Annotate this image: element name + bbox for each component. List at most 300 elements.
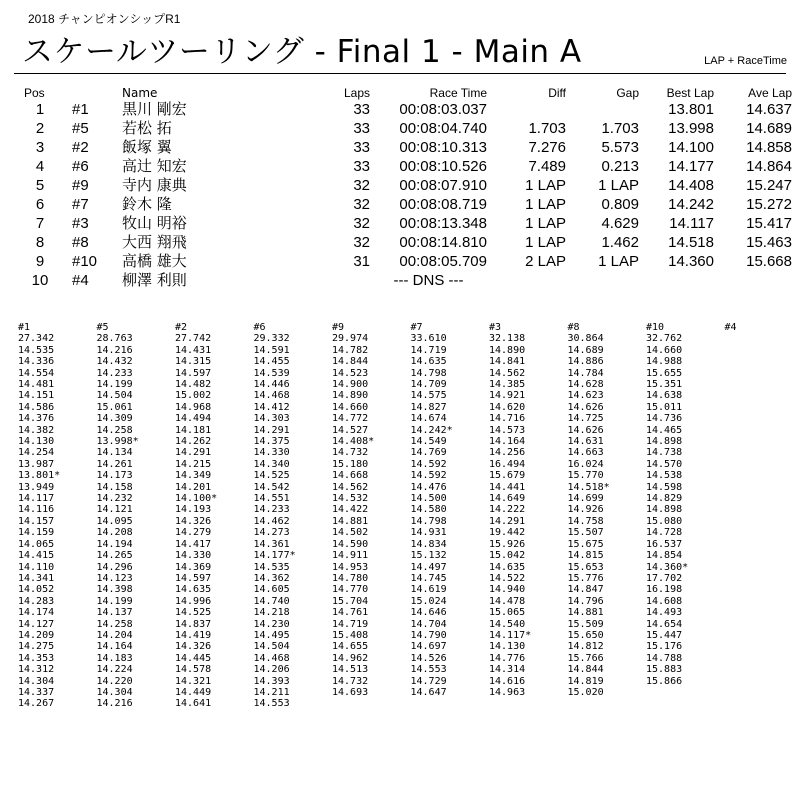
column-header-ave-lap: Ave Lap — [748, 86, 792, 100]
lap-time: 14.745 — [410, 572, 447, 584]
lap-time: 27.742 — [175, 333, 212, 345]
lap-time: 16.537 — [646, 538, 683, 550]
lap-time: 14.256 — [489, 447, 526, 459]
lap-column — [254, 322, 333, 710]
lap-time: 14.540 — [489, 618, 526, 630]
lap-time: 14.216 — [96, 344, 133, 356]
result-best-lap — [639, 271, 714, 290]
lap-time: 14.580 — [410, 504, 447, 516]
lap-time: 14.222 — [489, 504, 526, 516]
lap-time: 14.562 — [489, 367, 526, 379]
lap-time: 14.336 — [18, 356, 55, 368]
lap-time: 14.538 — [646, 470, 683, 482]
lap-time: 14.963 — [489, 686, 526, 698]
lap-time: 14.164 — [489, 436, 526, 448]
lap-time: 14.527 — [332, 424, 369, 436]
lap-time: 14.134 — [96, 447, 133, 459]
lap-time: 14.137 — [96, 607, 133, 619]
lap-time: 13.949 — [18, 481, 55, 493]
lap-time: 14.504 — [96, 390, 133, 402]
lap-time: 15.447 — [646, 629, 683, 641]
lap-time: 14.164 — [96, 641, 133, 653]
lap-time: 14.815 — [567, 550, 604, 562]
result-ave-lap — [714, 271, 792, 290]
lap-time: 14.523 — [332, 367, 369, 379]
result-laps: 33 — [353, 158, 370, 175]
result-ave-lap: 15.247 — [746, 177, 792, 194]
lap-time: 14.291 — [489, 515, 526, 527]
lap-time: 14.620 — [489, 401, 526, 413]
lap-time: 14.208 — [96, 527, 133, 539]
lap-time: 14.554 — [18, 367, 55, 379]
result-diff: 1 LAP — [525, 215, 566, 232]
lap-time: 14.291 — [175, 447, 212, 459]
lap-time: 14.660 — [332, 401, 369, 413]
lap-time: 14.216 — [96, 698, 133, 710]
result-position: 3 — [35, 139, 45, 156]
lap-time: 14.732 — [332, 675, 369, 687]
lap-time: 15.507 — [567, 527, 604, 539]
lap-time: 14.898 — [646, 504, 683, 516]
lap-time: 14.881 — [332, 515, 369, 527]
lap-time: 14.242* — [410, 424, 453, 436]
result-laps: 32 — [353, 196, 370, 213]
lap-time: 14.393 — [253, 675, 290, 687]
lap-time: 14.224 — [96, 664, 133, 676]
lap-time: 14.598 — [646, 481, 683, 493]
lap-time: 14.159 — [18, 527, 55, 539]
lap-time: 14.844 — [332, 356, 369, 368]
lap-time: 14.772 — [332, 413, 369, 425]
lap-time: 14.497 — [410, 561, 447, 573]
lap-time: 16.494 — [489, 458, 526, 470]
lap-time: 14.597 — [175, 572, 212, 584]
column-header-number — [66, 84, 122, 100]
result-gap: 1 LAP — [598, 177, 639, 194]
lap-time: 14.116 — [18, 504, 55, 516]
lap-time: 14.230 — [253, 618, 290, 630]
lap-time: 14.532 — [332, 493, 369, 505]
lap-time: 14.337 — [18, 686, 55, 698]
result-ave-lap: 15.463 — [746, 234, 792, 251]
lap-time: 15.675 — [567, 538, 604, 550]
lap-time: 14.314 — [489, 664, 526, 676]
page-title: スケールツーリング - Final 1 - Main A — [22, 34, 582, 70]
lap-time: 14.353 — [18, 652, 55, 664]
lap-time: 14.321 — [175, 675, 212, 687]
result-position: 6 — [35, 196, 45, 213]
result-race-time: --- DNS --- — [393, 272, 464, 289]
lap-time: 14.525 — [253, 470, 290, 482]
result-position: 8 — [35, 234, 45, 251]
result-car-number: #3 — [72, 215, 89, 232]
lap-time: 14.157 — [18, 515, 55, 527]
lap-time: 14.478 — [489, 595, 526, 607]
lap-time: 14.570 — [646, 458, 683, 470]
result-diff: 1 LAP — [525, 177, 566, 194]
result-race-time: 00:08:10.313 — [399, 139, 487, 156]
lap-time: 14.412 — [253, 401, 290, 413]
lap-time: 14.385 — [489, 379, 526, 391]
lap-time: 14.518* — [567, 481, 610, 493]
lap-time: 14.562 — [332, 481, 369, 493]
column-header-best-lap: Best Lap — [666, 86, 714, 100]
lap-time: 14.886 — [567, 356, 604, 368]
result-car-number: #5 — [72, 120, 89, 137]
lap-time: 14.465 — [646, 424, 683, 436]
lap-column — [175, 322, 254, 710]
lap-time: 14.361 — [253, 538, 290, 550]
lap-time: 14.194 — [96, 538, 133, 550]
lap-time: 14.586 — [18, 401, 55, 413]
result-gap: 4.629 — [601, 215, 639, 232]
lap-time: 14.819 — [567, 675, 604, 687]
lap-time: 14.798 — [410, 515, 447, 527]
lap-time: 14.697 — [410, 641, 447, 653]
lap-time: 15.650 — [567, 629, 604, 641]
lap-time: 14.468 — [253, 390, 290, 402]
results-header-row — [14, 84, 792, 100]
result-gap — [566, 271, 639, 290]
lap-time: 14.181 — [175, 424, 212, 436]
result-laps: 32 — [353, 177, 370, 194]
lap-time: 14.962 — [332, 652, 369, 664]
lap-time: 14.996 — [175, 595, 212, 607]
result-diff: 7.276 — [528, 139, 566, 156]
lap-column-car-number: #10 — [646, 322, 665, 333]
lap-time: 14.837 — [175, 618, 212, 630]
lap-time: 14.776 — [489, 652, 526, 664]
lap-time: 14.481 — [18, 379, 55, 391]
result-diff — [487, 271, 566, 290]
lap-column-car-number: #9 — [332, 322, 345, 333]
result-best-lap: 14.360 — [668, 253, 714, 270]
lap-time: 14.204 — [96, 629, 133, 641]
lap-time: 15.766 — [567, 652, 604, 664]
result-row — [14, 271, 792, 290]
lap-time: 15.926 — [489, 538, 526, 550]
lap-time: 14.988 — [646, 356, 683, 368]
lap-time: 14.635 — [175, 584, 212, 596]
lap-time: 15.351 — [646, 379, 683, 391]
lap-time: 15.020 — [567, 686, 604, 698]
lap-time: 14.660 — [646, 344, 683, 356]
result-driver-name: 高辻 知宏 — [122, 157, 187, 175]
lap-time: 15.653 — [567, 561, 604, 573]
lap-time: 13.801* — [18, 470, 61, 482]
lap-time: 14.110 — [18, 561, 55, 573]
lap-column-car-number: #7 — [410, 322, 423, 333]
lap-time: 14.628 — [567, 379, 604, 391]
lap-time: 14.716 — [489, 413, 526, 425]
lap-time: 14.890 — [332, 390, 369, 402]
lap-time: 14.398 — [96, 584, 133, 596]
lap-time: 14.422 — [332, 504, 369, 516]
result-ave-lap: 15.417 — [746, 215, 792, 232]
lap-time: 14.911 — [332, 550, 369, 562]
lap-time: 14.578 — [175, 664, 212, 676]
result-car-number: #10 — [72, 253, 98, 270]
lap-time: 14.468 — [253, 652, 290, 664]
lap-time: 14.283 — [18, 595, 55, 607]
lap-time: 14.525 — [175, 607, 212, 619]
lap-time: 28.763 — [96, 333, 133, 345]
lap-time: 14.100* — [175, 493, 218, 505]
lap-time: 14.812 — [567, 641, 604, 653]
lap-time: 14.780 — [332, 572, 369, 584]
lap-time: 14.635 — [489, 561, 526, 573]
result-diff — [487, 100, 566, 119]
lap-time: 15.408 — [332, 629, 369, 641]
result-gap: 5.573 — [601, 139, 639, 156]
lap-time: 15.655 — [646, 367, 683, 379]
result-best-lap: 14.100 — [668, 139, 714, 156]
lap-time: 15.011 — [646, 401, 683, 413]
lap-time: 14.304 — [96, 686, 133, 698]
lap-time: 14.719 — [410, 344, 447, 356]
lap-time: 14.641 — [175, 698, 212, 710]
lap-column — [568, 322, 647, 710]
lap-times-grid — [18, 322, 800, 710]
result-best-lap: 13.998 — [668, 120, 714, 137]
lap-time: 15.132 — [410, 550, 447, 562]
lap-time: 14.788 — [646, 652, 683, 664]
lap-time: 14.728 — [646, 527, 683, 539]
lap-time: 14.362 — [253, 572, 290, 584]
lap-time: 14.553 — [410, 664, 447, 676]
lap-time: 14.608 — [646, 595, 683, 607]
result-row — [14, 176, 792, 195]
lap-time: 14.513 — [332, 664, 369, 676]
lap-time: 14.654 — [646, 618, 683, 630]
lap-column — [646, 322, 725, 710]
lap-time: 14.326 — [175, 641, 212, 653]
lap-time: 15.180 — [332, 458, 369, 470]
lap-time: 14.476 — [410, 481, 447, 493]
lap-time: 32.762 — [646, 333, 683, 345]
lap-time: 15.080 — [646, 515, 683, 527]
lap-time: 14.121 — [96, 504, 133, 516]
lap-time: 14.493 — [646, 607, 683, 619]
result-driver-name: 牧山 明裕 — [122, 214, 187, 232]
lap-column-car-number: #3 — [489, 322, 502, 333]
lap-time: 14.729 — [410, 675, 447, 687]
lap-time: 14.834 — [410, 538, 447, 550]
result-row — [14, 119, 792, 138]
lap-time: 14.415 — [18, 550, 55, 562]
column-header-name: Name — [122, 86, 158, 100]
lap-time: 14.193 — [175, 504, 212, 516]
lap-time: 15.866 — [646, 675, 683, 687]
lap-time: 14.758 — [567, 515, 604, 527]
result-car-number: #4 — [72, 272, 89, 289]
column-header-pos: Pos — [24, 86, 45, 100]
lap-time: 14.315 — [175, 356, 212, 368]
result-race-time: 00:08:08.719 — [399, 196, 487, 213]
lap-time: 14.495 — [253, 629, 290, 641]
result-car-number: #1 — [72, 101, 89, 118]
result-gap: 1 LAP — [598, 253, 639, 270]
lap-time: 14.535 — [18, 344, 55, 356]
lap-time: 14.770 — [332, 584, 369, 596]
lap-time: 14.592 — [410, 470, 447, 482]
result-position: 9 — [35, 253, 45, 270]
lap-time: 14.535 — [253, 561, 290, 573]
result-diff: 7.489 — [528, 158, 566, 175]
lap-time: 13.998* — [96, 436, 139, 448]
lap-time: 14.432 — [96, 356, 133, 368]
lap-time: 15.065 — [489, 607, 526, 619]
result-car-number: #7 — [72, 196, 89, 213]
event-subtitle: 2018 チャンピオンシップR1 — [28, 12, 181, 26]
lap-column — [725, 322, 800, 710]
lap-time: 14.953 — [332, 561, 369, 573]
lap-time: 14.206 — [253, 664, 290, 676]
lap-time: 14.261 — [96, 458, 133, 470]
lap-time: 14.220 — [96, 675, 133, 687]
lap-column-car-number: #8 — [567, 322, 580, 333]
lap-time: 13.987 — [18, 458, 55, 470]
lap-column — [411, 322, 490, 710]
lap-column — [332, 322, 411, 710]
lap-time: 14.265 — [96, 550, 133, 562]
lap-time: 14.829 — [646, 493, 683, 505]
lap-time: 14.638 — [646, 390, 683, 402]
lap-time: 29.332 — [253, 333, 290, 345]
lap-time: 15.024 — [410, 595, 447, 607]
lap-time: 15.679 — [489, 470, 526, 482]
result-car-number: #6 — [72, 158, 89, 175]
lap-time: 14.201 — [175, 481, 212, 493]
lap-time: 14.655 — [332, 641, 369, 653]
lap-column-car-number: #1 — [18, 322, 31, 333]
result-driver-name: 鈴木 隆 — [122, 195, 172, 213]
lap-time: 14.117* — [489, 629, 532, 641]
result-gap: 1.462 — [601, 234, 639, 251]
result-driver-name: 大西 翔飛 — [122, 233, 187, 251]
lap-column-car-number: #5 — [96, 322, 109, 333]
lap-time: 14.262 — [175, 436, 212, 448]
lap-time: 14.591 — [253, 344, 290, 356]
lap-time: 14.719 — [332, 618, 369, 630]
lap-time: 14.542 — [253, 481, 290, 493]
lap-time: 14.649 — [489, 493, 526, 505]
result-ave-lap: 15.272 — [746, 196, 792, 213]
result-laps — [302, 271, 370, 290]
result-row — [14, 138, 792, 157]
lap-time: 14.375 — [253, 436, 290, 448]
lap-time: 14.736 — [646, 413, 683, 425]
lap-time: 14.784 — [567, 367, 604, 379]
result-position: 1 — [35, 101, 45, 118]
result-row — [14, 195, 792, 214]
column-header-diff: Diff — [548, 86, 566, 100]
lap-time: 14.218 — [253, 607, 290, 619]
lap-time: 14.646 — [410, 607, 447, 619]
result-driver-name: 若松 拓 — [122, 119, 172, 137]
lap-time: 14.689 — [567, 344, 604, 356]
lap-time: 14.504 — [253, 641, 290, 653]
lap-column — [18, 322, 97, 710]
lap-time: 14.619 — [410, 584, 447, 596]
lap-time: 14.790 — [410, 629, 447, 641]
result-row — [14, 157, 792, 176]
result-ave-lap: 14.864 — [746, 158, 792, 175]
lap-time: 14.446 — [253, 379, 290, 391]
lap-time: 14.626 — [567, 401, 604, 413]
result-diff: 1 LAP — [525, 234, 566, 251]
lap-time: 14.199 — [96, 595, 133, 607]
lap-column-car-number: #6 — [253, 322, 266, 333]
lap-time: 14.065 — [18, 538, 55, 550]
lap-time: 14.796 — [567, 595, 604, 607]
result-position: 4 — [35, 158, 45, 175]
lap-time: 14.738 — [646, 447, 683, 459]
lap-time: 29.974 — [332, 333, 369, 345]
lap-time: 14.215 — [175, 458, 212, 470]
result-position: 10 — [31, 272, 49, 289]
result-best-lap: 14.177 — [668, 158, 714, 175]
result-position: 2 — [35, 120, 45, 137]
lap-time: 14.296 — [96, 561, 133, 573]
header-divider — [14, 73, 786, 74]
lap-time: 14.183 — [96, 652, 133, 664]
lap-time: 14.158 — [96, 481, 133, 493]
lap-time: 14.360* — [646, 561, 689, 573]
lap-time: 14.340 — [253, 458, 290, 470]
result-race-time: 00:08:10.526 — [399, 158, 487, 175]
lap-time: 14.376 — [18, 413, 55, 425]
lap-time: 14.267 — [18, 698, 55, 710]
lap-column-car-number: #4 — [724, 322, 737, 333]
lap-time: 14.232 — [96, 493, 133, 505]
result-driver-name: 柳澤 利則 — [122, 271, 187, 289]
lap-time: 14.291 — [253, 424, 290, 436]
result-ave-lap: 14.689 — [746, 120, 792, 137]
lap-time: 14.177* — [253, 550, 296, 562]
lap-time: 14.254 — [18, 447, 55, 459]
result-driver-name: 高橋 雄大 — [122, 252, 187, 270]
result-gap: 1.703 — [601, 120, 639, 137]
lap-time: 14.940 — [489, 584, 526, 596]
result-row — [14, 100, 792, 119]
lap-time: 14.616 — [489, 675, 526, 687]
lap-time: 14.130 — [18, 436, 55, 448]
results-body — [14, 100, 792, 290]
lap-time: 14.693 — [332, 686, 369, 698]
lap-time: 14.898 — [646, 436, 683, 448]
lap-time: 14.258 — [96, 618, 133, 630]
lap-time: 14.575 — [410, 390, 447, 402]
lap-time: 14.663 — [567, 447, 604, 459]
lap-time: 14.782 — [332, 344, 369, 356]
lap-time: 14.844 — [567, 664, 604, 676]
lap-time: 14.449 — [175, 686, 212, 698]
lap-time: 14.827 — [410, 401, 447, 413]
lap-time: 15.776 — [567, 572, 604, 584]
lap-time: 14.174 — [18, 607, 55, 619]
lap-column — [97, 322, 176, 710]
result-best-lap: 14.408 — [668, 177, 714, 194]
lap-time: 14.117 — [18, 493, 55, 505]
lap-time: 14.209 — [18, 629, 55, 641]
lap-time: 14.330 — [253, 447, 290, 459]
result-position: 7 — [35, 215, 45, 232]
lap-time: 14.605 — [253, 584, 290, 596]
lap-time: 14.408* — [332, 436, 375, 448]
lap-time: 14.847 — [567, 584, 604, 596]
column-header-gap: Gap — [616, 86, 639, 100]
